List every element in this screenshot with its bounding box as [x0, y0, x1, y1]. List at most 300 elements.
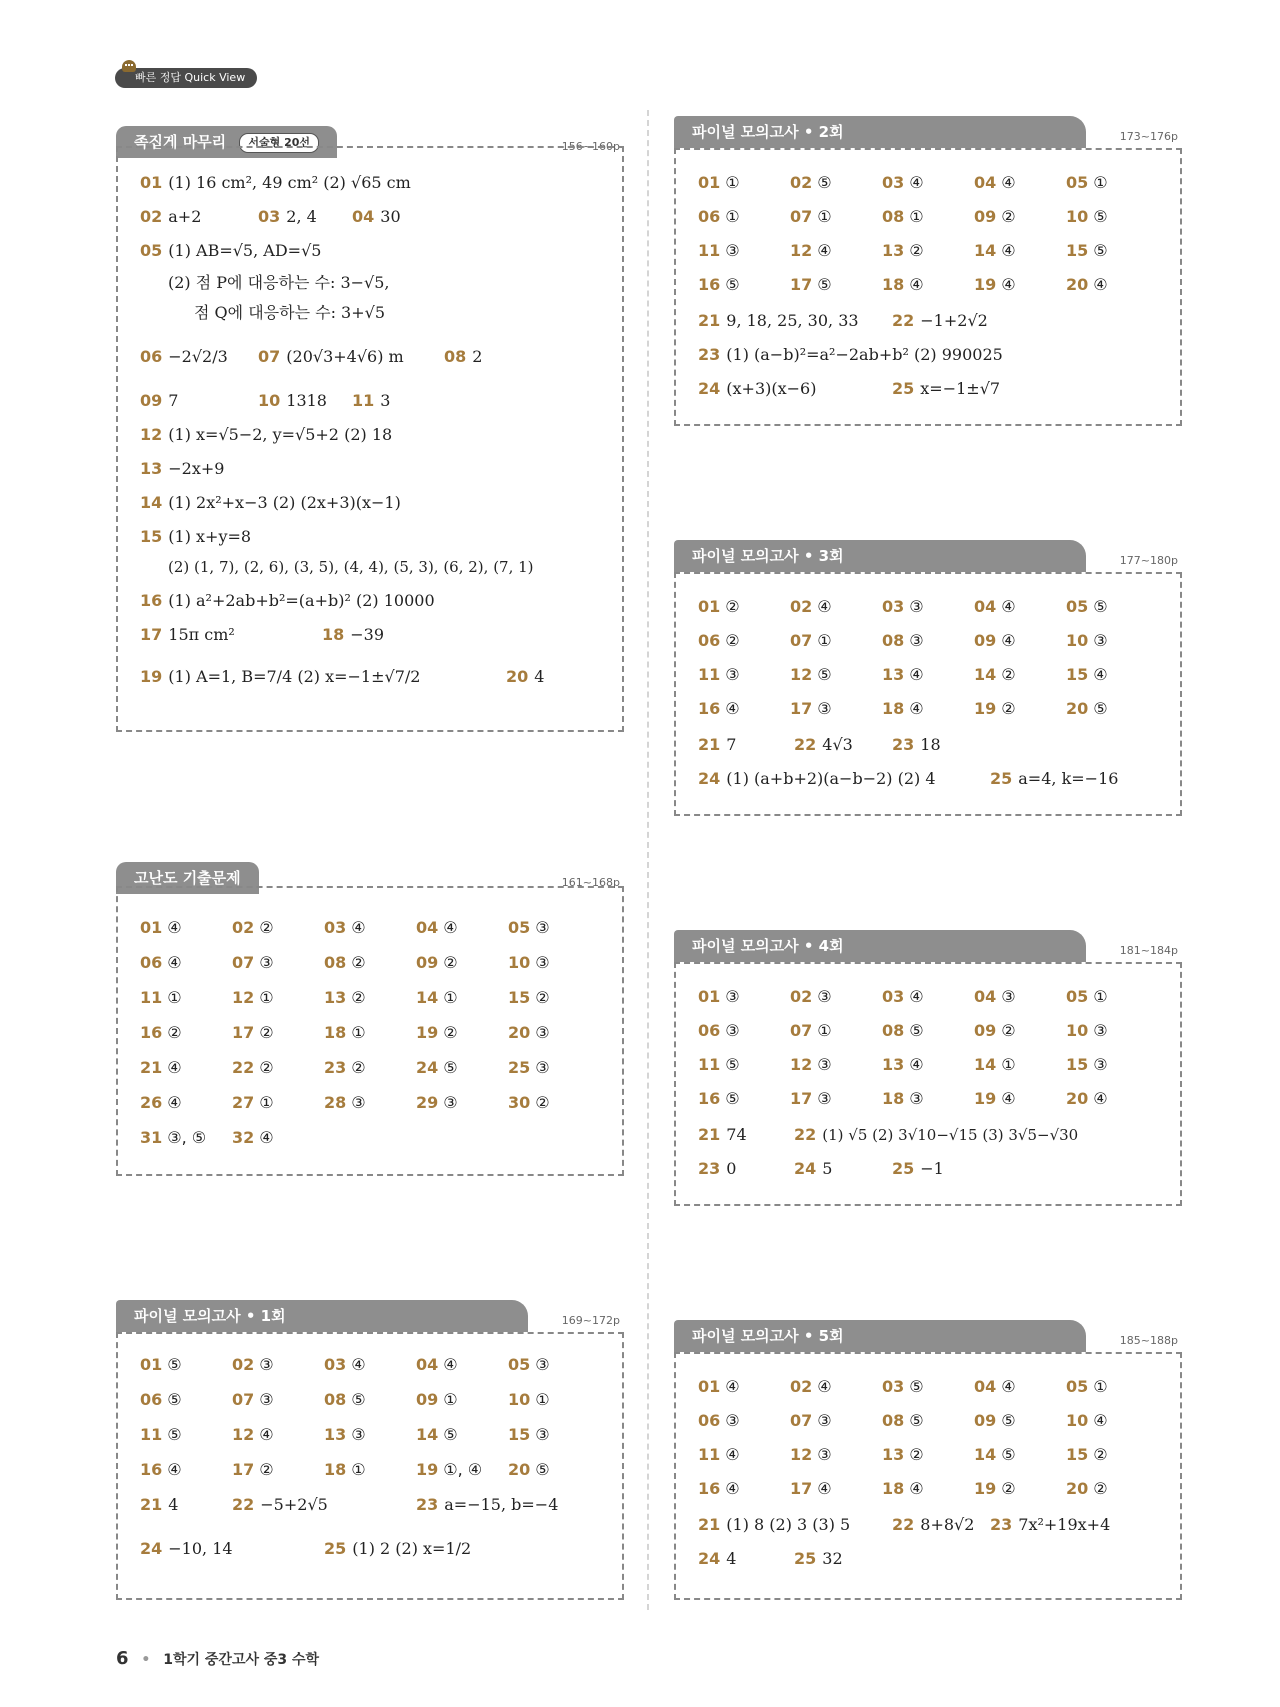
text: (1) 16 cm², 49 cm² (2) √65 cm — [168, 173, 411, 192]
answer-cell — [698, 1376, 740, 1398]
answer-value: ④ — [351, 918, 366, 937]
question-number: 06 — [140, 1390, 163, 1409]
text: 24 — [698, 769, 721, 788]
text: 25 — [892, 1159, 915, 1178]
text: 8+8√2 — [920, 1515, 975, 1534]
answer-cell — [416, 952, 458, 974]
answer-cell — [1066, 1410, 1108, 1432]
text: (1) 2 (2) x=1/2 — [352, 1539, 472, 1558]
text: 0 — [726, 1159, 737, 1178]
question-number: 23 — [324, 1058, 347, 1077]
answer-cell — [140, 1389, 182, 1411]
answer-value: ③ — [909, 631, 924, 650]
answer-cell — [790, 596, 832, 618]
answer-cell — [882, 1478, 924, 1500]
answer-cell — [698, 1444, 740, 1466]
question-number: 17 — [232, 1460, 255, 1479]
text: −1+2√2 — [920, 311, 988, 330]
answer-cell — [882, 1020, 924, 1042]
answer-value: ⑤ — [167, 1425, 182, 1444]
answer-value: ③ — [909, 597, 924, 616]
answer-cell — [698, 274, 740, 296]
answer-cell — [974, 240, 1016, 262]
answer-value: ③ — [259, 1355, 274, 1374]
answer-cell — [508, 1459, 550, 1481]
text: 4 — [534, 667, 545, 686]
text: 22 — [892, 311, 915, 330]
answer-value: ⑤ — [1001, 1411, 1016, 1430]
question-number: 08 — [882, 207, 905, 226]
answer-cell — [508, 917, 550, 939]
question-number: 09 — [974, 1411, 997, 1430]
answer-cell — [508, 987, 550, 1009]
text: 25 — [990, 769, 1013, 788]
answer-value: ⑤ — [725, 1055, 740, 1074]
question-number: 01 — [698, 1377, 721, 1396]
text: 07 — [258, 347, 281, 366]
answer-value: ② — [909, 241, 924, 260]
answer-cell — [232, 917, 274, 939]
answer-line — [794, 1548, 843, 1570]
section-final-review — [116, 126, 624, 732]
answer-value: ② — [259, 1058, 274, 1077]
answer-value: ③ — [259, 953, 274, 972]
answer-value: ① — [259, 988, 274, 1007]
answer-cell — [790, 1478, 832, 1500]
answer-value: ④ — [1093, 665, 1108, 684]
text: 25 — [324, 1539, 347, 1558]
question-number: 19 — [974, 275, 997, 294]
question-number: 03 — [882, 597, 905, 616]
question-number: 19 — [974, 1479, 997, 1498]
question-number: 12 — [790, 1055, 813, 1074]
answer-cell — [232, 1022, 274, 1044]
section-final-mock-5 — [674, 1320, 1182, 1600]
answer-line — [416, 1494, 558, 1516]
question-number: 20 — [1066, 1089, 1089, 1108]
answer-line — [698, 734, 736, 756]
question-number: 05 — [1066, 597, 1089, 616]
answer-cell — [974, 206, 1016, 228]
answer-cell — [508, 1092, 550, 1114]
answer-value: ④ — [1001, 597, 1016, 616]
answer-cell — [324, 1022, 366, 1044]
text: 23 — [990, 1515, 1013, 1534]
answer-cell — [790, 1054, 832, 1076]
answer-cell — [882, 172, 924, 194]
answer-line — [258, 390, 327, 412]
answer-value: ② — [909, 1445, 924, 1464]
text: (1) A=1, B=7/4 (2) x=−1±√7/2 — [168, 667, 421, 686]
answer-value: ② — [725, 597, 740, 616]
text: 21 — [140, 1495, 163, 1514]
answer-value: ③ — [817, 699, 832, 718]
answer-cell — [698, 1020, 740, 1042]
text: (1) a²+2ab+b²=(a+b)² (2) 10000 — [168, 591, 435, 610]
answer-line — [892, 378, 1000, 400]
answer-line — [892, 1158, 944, 1180]
question-number: 10 — [1066, 631, 1089, 650]
answer-value: ④ — [909, 275, 924, 294]
question-number: 27 — [232, 1093, 255, 1112]
section-pages: 177~180p — [1119, 554, 1178, 567]
answer-value: ④ — [909, 699, 924, 718]
answer-value: ① — [443, 1390, 458, 1409]
answer-cell — [416, 987, 458, 1009]
text: −2x+9 — [168, 459, 225, 478]
answer-value: ④ — [443, 1355, 458, 1374]
answer-cell — [232, 1127, 274, 1149]
answer-value: ② — [1093, 1479, 1108, 1498]
question-number: 15 — [508, 1425, 531, 1444]
answer-line — [794, 1158, 832, 1180]
answer-cell — [882, 1444, 924, 1466]
answer-value: ⑤ — [351, 1390, 366, 1409]
answer-cell — [508, 952, 550, 974]
question-number: 19 — [416, 1023, 439, 1042]
answer-cell — [698, 240, 740, 262]
answer-value: ④ — [725, 1479, 740, 1498]
question-number: 08 — [882, 1411, 905, 1430]
answer-cell — [1066, 1020, 1108, 1042]
text: (1) (a+b+2)(a−b−2) (2) 4 — [726, 769, 936, 788]
answer-line — [892, 734, 941, 756]
question-number: 13 — [882, 241, 905, 260]
answer-value: ③ — [817, 1445, 832, 1464]
question-number: 07 — [232, 1390, 255, 1409]
answer-cell — [416, 1459, 482, 1481]
text: 23 — [892, 735, 915, 754]
text: x=−1±√7 — [920, 379, 1001, 398]
question-number: 11 — [698, 665, 721, 684]
answer-cell — [140, 987, 182, 1009]
answer-cell — [1066, 206, 1108, 228]
question-number: 06 — [698, 631, 721, 650]
answer-value: ④ — [443, 918, 458, 937]
answer-value: ④ — [259, 1425, 274, 1444]
text: 24 — [698, 379, 721, 398]
answer-line — [698, 1548, 736, 1570]
question-number: 15 — [1066, 665, 1089, 684]
answer-value: ③ — [1093, 1021, 1108, 1040]
answer-cell — [324, 1092, 366, 1114]
answer-cell — [416, 1424, 458, 1446]
text: 23 — [698, 345, 721, 364]
question-number: 07 — [790, 207, 813, 226]
question-number: 02 — [790, 597, 813, 616]
answer-cell — [882, 1054, 924, 1076]
answer-cell — [974, 1444, 1016, 1466]
text: 20 — [506, 667, 529, 686]
text: 4 — [726, 1549, 737, 1568]
answer-cell — [140, 1022, 182, 1044]
answer-cell — [324, 1424, 366, 1446]
question-number: 07 — [790, 1021, 813, 1040]
answer-cell — [882, 596, 924, 618]
answer-line — [140, 390, 178, 412]
answer-value: ① — [1093, 987, 1108, 1006]
question-number: 18 — [882, 1089, 905, 1108]
text: 03 — [258, 207, 281, 226]
text: 21 — [698, 1515, 721, 1534]
answer-value: ①, ④ — [443, 1460, 483, 1479]
answer-cell — [1066, 596, 1108, 618]
text: 24 — [140, 1539, 163, 1558]
answer-cell — [974, 1020, 1016, 1042]
answer-cell — [232, 1424, 274, 1446]
section-title: 파이널 모의고사 • 5회 — [674, 1320, 1086, 1352]
answer-line — [140, 458, 224, 480]
text: a+2 — [168, 207, 202, 226]
question-number: 09 — [416, 953, 439, 972]
question-number: 14 — [416, 988, 439, 1007]
answer-cell — [790, 986, 832, 1008]
answer-value: ⑤ — [909, 1411, 924, 1430]
answer-cell — [140, 952, 182, 974]
question-number: 01 — [698, 597, 721, 616]
question-number: 15 — [1066, 1445, 1089, 1464]
answer-cell — [1066, 240, 1108, 262]
answer-value: ② — [535, 988, 550, 1007]
text: 3 — [380, 391, 391, 410]
answer-cell — [882, 1088, 924, 1110]
answer-value: ① — [259, 1093, 274, 1112]
answer-cell — [974, 986, 1016, 1008]
question-number: 04 — [416, 1355, 439, 1374]
answer-line — [140, 492, 401, 514]
text: 21 — [698, 311, 721, 330]
answer-line — [258, 346, 404, 368]
answer-line — [140, 1494, 178, 1516]
answer-value: ② — [1001, 665, 1016, 684]
question-number: 08 — [882, 1021, 905, 1040]
answer-value: ② — [1001, 1479, 1016, 1498]
text: 9, 18, 25, 30, 33 — [726, 311, 859, 330]
section-hard-exam — [116, 862, 624, 1176]
answer-cell — [416, 1389, 458, 1411]
answer-value: ③ — [259, 1390, 274, 1409]
answer-cell — [140, 1057, 182, 1079]
answer-line — [698, 768, 936, 790]
answer-cell — [416, 1092, 458, 1114]
question-number: 19 — [974, 1089, 997, 1108]
quick-view-badge — [115, 68, 257, 88]
question-number: 12 — [790, 1445, 813, 1464]
answer-cell — [882, 664, 924, 686]
text: 1318 — [286, 391, 327, 410]
question-number: 01 — [140, 918, 163, 937]
answer-value: ① — [1093, 1377, 1108, 1396]
question-number: 18 — [882, 699, 905, 718]
answer-value: ③ — [351, 1093, 366, 1112]
text: (2) 점 P에 대응하는 수: 3−√5, — [168, 273, 390, 292]
answer-cell — [882, 240, 924, 262]
answer-cell — [1066, 1478, 1108, 1500]
answer-value: ③ — [817, 1411, 832, 1430]
answer-cell — [974, 274, 1016, 296]
answer-line — [140, 624, 235, 646]
question-number: 07 — [232, 953, 255, 972]
question-number: 20 — [1066, 275, 1089, 294]
question-number: 17 — [790, 1479, 813, 1498]
text: 23 — [416, 1495, 439, 1514]
answer-cell — [324, 987, 366, 1009]
section-pages: 169~172p — [561, 1314, 620, 1327]
answer-value: ⑤ — [443, 1425, 458, 1444]
answer-value: ④ — [1093, 1089, 1108, 1108]
answer-value: ④ — [817, 1479, 832, 1498]
answer-value: ③ — [535, 1058, 550, 1077]
section-pages: 185~188p — [1119, 1334, 1178, 1347]
text: 08 — [444, 347, 467, 366]
answer-line — [990, 1514, 1110, 1536]
answer-cell — [790, 1376, 832, 1398]
answer-value: ④ — [1001, 1089, 1016, 1108]
question-number: 02 — [232, 918, 255, 937]
answer-line — [892, 1514, 974, 1536]
answer-cell — [698, 1478, 740, 1500]
text: 09 — [140, 391, 163, 410]
question-number: 08 — [324, 953, 347, 972]
answer-value: ③ — [817, 1089, 832, 1108]
answer-value: ④ — [167, 1460, 182, 1479]
answer-value: ④ — [1093, 275, 1108, 294]
text: 14 — [140, 493, 163, 512]
question-number: 16 — [698, 275, 721, 294]
answer-cell — [790, 274, 832, 296]
text: 15 — [140, 527, 163, 546]
answer-value: ③ — [1001, 987, 1016, 1006]
question-number: 16 — [140, 1460, 163, 1479]
question-number: 18 — [324, 1460, 347, 1479]
answer-value: ① — [817, 631, 832, 650]
text: 2, 4 — [286, 207, 317, 226]
question-number: 03 — [882, 1377, 905, 1396]
question-number: 10 — [1066, 207, 1089, 226]
answer-value: ⑤ — [1001, 1445, 1016, 1464]
section-title: 파이널 모의고사 • 3회 — [674, 540, 1086, 572]
question-number: 20 — [1066, 1479, 1089, 1498]
answer-value: ② — [1001, 1021, 1016, 1040]
question-number: 14 — [416, 1425, 439, 1444]
question-number: 20 — [508, 1460, 531, 1479]
answer-value: ⑤ — [817, 665, 832, 684]
answer-cell — [1066, 664, 1108, 686]
text: a=4, k=−16 — [1018, 769, 1119, 788]
answer-cell — [140, 1459, 182, 1481]
answer-value: ① — [817, 1021, 832, 1040]
answer-line — [698, 344, 1003, 366]
answer-cell — [1066, 1444, 1108, 1466]
answer-value: ① — [351, 1460, 366, 1479]
question-number: 21 — [140, 1058, 163, 1077]
answer-line — [140, 172, 411, 194]
question-number: 07 — [790, 1411, 813, 1430]
text: 19 — [140, 667, 163, 686]
answer-cell — [140, 1092, 182, 1114]
text: 점 Q에 대응하는 수: 3+√5 — [194, 303, 386, 322]
answer-value: ② — [725, 631, 740, 650]
question-number: 14 — [974, 665, 997, 684]
answer-value: ③ — [725, 1411, 740, 1430]
answer-cell — [790, 630, 832, 652]
question-number: 02 — [790, 987, 813, 1006]
answer-line — [232, 1494, 328, 1516]
answer-value: ④ — [725, 699, 740, 718]
question-number: 13 — [324, 1425, 347, 1444]
answer-cell — [974, 1088, 1016, 1110]
text: 24 — [794, 1159, 817, 1178]
answer-cell — [324, 917, 366, 939]
question-number: 03 — [324, 1355, 347, 1374]
answer-line — [698, 310, 859, 332]
text: 32 — [822, 1549, 843, 1568]
question-number: 16 — [698, 699, 721, 718]
text: 22 — [794, 735, 817, 754]
section-subtitle: 서술형 20선 — [239, 133, 319, 153]
question-number: 01 — [698, 173, 721, 192]
page-number: 6 — [116, 1648, 129, 1669]
question-number: 03 — [882, 173, 905, 192]
answer-cell — [1066, 1054, 1108, 1076]
answer-value: ③ — [725, 987, 740, 1006]
answer-value: ③ — [1093, 1055, 1108, 1074]
answer-value: ① — [351, 1023, 366, 1042]
text: (1) 8 (2) 3 (3) 5 — [726, 1515, 851, 1534]
answer-value: ② — [443, 953, 458, 972]
question-number: 17 — [790, 699, 813, 718]
text: (x+3)(x−6) — [726, 379, 817, 398]
answer-value: ① — [443, 988, 458, 1007]
answer-cell — [140, 1127, 206, 1149]
answer-value: ③ — [535, 1355, 550, 1374]
question-number: 03 — [882, 987, 905, 1006]
answer-cell — [698, 630, 740, 652]
answer-value: ④ — [817, 597, 832, 616]
answer-line — [794, 1124, 1078, 1146]
text: 13 — [140, 459, 163, 478]
text: 30 — [380, 207, 401, 226]
answer-value: ③ — [535, 918, 550, 937]
answer-value: ⑤ — [1093, 699, 1108, 718]
answer-line — [990, 768, 1118, 790]
text: 7 — [168, 391, 179, 410]
answer-line — [140, 666, 420, 688]
answer-value: ② — [1001, 699, 1016, 718]
question-number: 06 — [698, 207, 721, 226]
answer-value: ③ — [351, 1425, 366, 1444]
answer-value: ③ — [535, 1023, 550, 1042]
text: 01 — [140, 173, 163, 192]
answer-cell — [416, 1354, 458, 1376]
question-number: 20 — [508, 1023, 531, 1042]
answer-value: ① — [1093, 173, 1108, 192]
text: −39 — [350, 625, 385, 644]
answer-line — [140, 346, 228, 368]
answer-cell — [508, 1424, 550, 1446]
answer-cell — [790, 1020, 832, 1042]
answer-value: ① — [817, 207, 832, 226]
question-number: 05 — [508, 1355, 531, 1374]
text: 16 — [140, 591, 163, 610]
answer-cell — [882, 1376, 924, 1398]
answer-value: ⑤ — [1093, 207, 1108, 226]
answer-cell — [508, 1354, 550, 1376]
question-number: 16 — [698, 1479, 721, 1498]
answer-cell — [1066, 1088, 1108, 1110]
question-number: 09 — [416, 1390, 439, 1409]
answer-value: ④ — [1001, 275, 1016, 294]
